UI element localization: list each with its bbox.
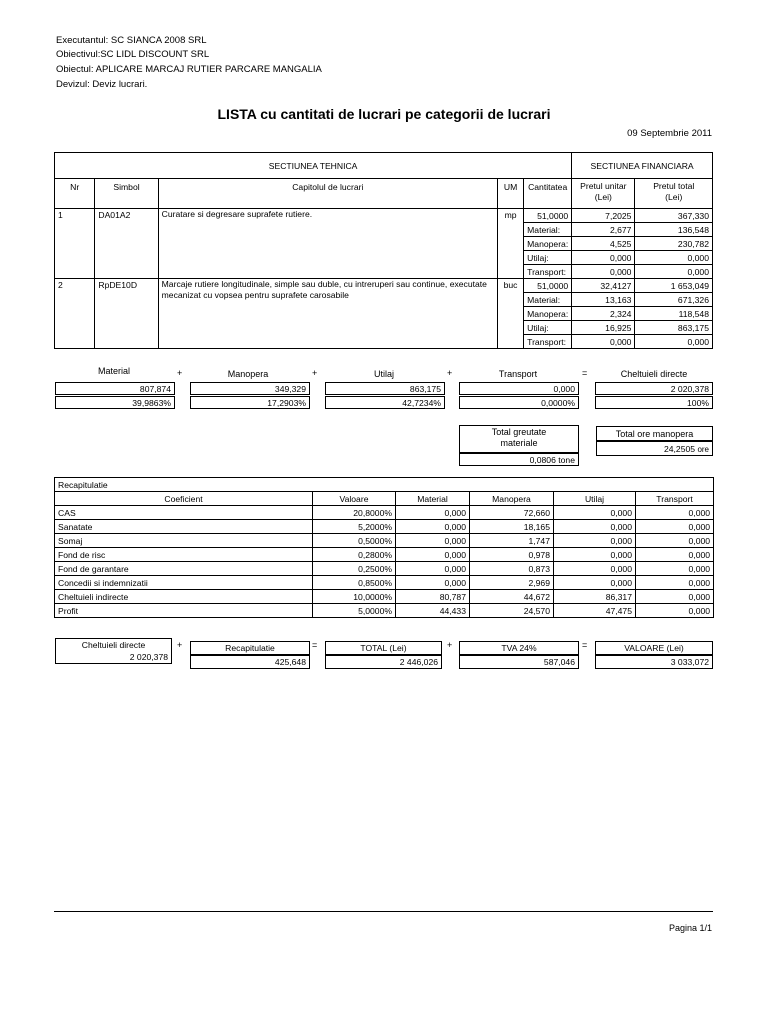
recap-header-utilaj: Utilaj [554,492,636,506]
summary-manopera-label: Manopera [227,369,269,379]
sub-pt: 230,782 [635,237,713,251]
table-row: Sanatate 5,2000% 0,000 18,165 0,000 0,000 [55,520,714,534]
ore-label: Total ore manopera [596,426,713,441]
table-row: Cheltuieli indirecte 10,0000% 80,787 44,672 86,317 0,000 [55,590,714,604]
equals-sign: = [582,368,588,378]
summary-material-label: Material [97,366,130,376]
summary-manopera-pct: 17,2903% [190,396,310,409]
sub-pt: 118,548 [635,307,713,321]
greutate-value: 0,0806 tone [459,453,579,466]
item-nr: 1 [55,209,95,279]
totals-cd-value: 2 020,378 [55,651,172,664]
sub-pu: 4,525 [572,237,635,251]
sub-pu: 16,925 [572,321,635,335]
sub-label: Material: [524,293,572,307]
col-simbol-header: Simbol [95,179,158,209]
sub-label: Utilaj: [524,321,572,335]
section-tech-header: SECTIUNEA TEHNICA [55,153,572,179]
item-pt: 1 653,049 [635,279,713,293]
item-simbol: RpDE10D [95,279,158,349]
summary-material-value: 807,874 [55,382,175,395]
col-um-header: UM [497,179,523,209]
table-row: Fond de risc 0,2800% 0,000 0,978 0,000 0,000 [55,548,714,562]
footer-divider [54,911,713,912]
sub-pu: 0,000 [572,251,635,265]
recap-header-manopera: Manopera [470,492,554,506]
sub-pu: 13,163 [572,293,635,307]
item-um: mp [497,209,523,279]
executant-line: Executantul: SC SIANCA 2008 SRL [56,35,207,46]
totals-recap-label: Recapitulatie [190,641,310,655]
sub-pt: 0,000 [635,251,713,265]
plus-sign: + [177,368,183,378]
works-table [54,152,713,349]
greutate-label: Total greutate materiale [459,425,579,453]
table-row: Concedii si indemnizatii 0,8500% 0,000 2,969 0,000 0,000 [55,576,714,590]
page-number: Pagina 1/1 [668,923,712,933]
obiect-line: Obiectul: APLICARE MARCAJ RUTIER PARCARE MANGALIA [56,64,322,75]
summary-transport-pct: 0,0000% [459,396,579,409]
item-description: Marcaje rutiere longitudinale, simple sau duble, cu intreruperi sau continue, executate mecanizat cu vopsea pentru suprafete carosabile [158,279,497,349]
summary-transport-label: Transport [498,369,538,379]
summary-utilaj-label: Utilaj [373,369,394,379]
sub-pt: 863,175 [635,321,713,335]
totals-total-value: 2 446,026 [325,655,442,669]
summary-cd-label: Cheltuieli directe [620,369,688,379]
totals-total-label: TOTAL (Lei) [325,641,442,655]
summary-utilaj-value: 863,175 [325,382,445,395]
item-pu: 7,2025 [572,209,635,223]
table-row: Profit 5,0000% 44,433 24,570 47,475 0,000 [55,604,714,618]
summary-cd-value: 2 020,378 [595,382,713,395]
sub-pu: 0,000 [572,265,635,279]
sub-label: Manopera: [524,307,572,321]
summary-transport-value: 0,000 [459,382,579,395]
recap-table [54,477,714,618]
table-row: Fond de garantare 0,2500% 0,000 0,873 0,000 0,000 [55,562,714,576]
table-row: CAS 20,8000% 0,000 72,660 0,000 0,000 [55,506,714,520]
item-pt: 367,330 [635,209,713,223]
item-cantitate: 51,0000 [524,209,572,223]
sub-label: Manopera: [524,237,572,251]
totals-valoare-value: 3 033,072 [595,655,713,669]
equals-sign: = [312,640,318,650]
table-row: Somaj 0,5000% 0,000 1,747 0,000 0,000 [55,534,714,548]
totals-valoare-label: VALOARE (Lei) [595,641,713,655]
sub-pt: 136,548 [635,223,713,237]
recap-header-transport: Transport [636,492,714,506]
sub-pt: 0,000 [635,335,713,349]
equals-sign: = [582,640,588,650]
recap-header-coeficient: Coeficient [55,492,313,506]
totals-recap-value: 425,648 [190,655,310,669]
col-cantitate-header: Cantitatea [524,179,572,209]
document-title: LISTA cu cantitati de lucrari pe categorii de lucrari [217,106,551,122]
col-pt-header: Pretul total (Lei) [635,179,713,209]
totals-tva-label: TVA 24% [459,641,579,655]
item-um: buc [497,279,523,349]
plus-sign: + [447,368,453,378]
totals-cd-label: Cheltuieli directe [55,638,172,651]
sub-pt: 0,000 [635,265,713,279]
sub-pu: 0,000 [572,335,635,349]
document-date: 09 Septembrie 2011 [627,128,712,139]
totals-tva-value: 587,046 [459,655,579,669]
col-pu-header: Pretul unitar (Lei) [572,179,635,209]
sub-pt: 671,326 [635,293,713,307]
item-simbol: DA01A2 [95,209,158,279]
summary-utilaj-pct: 42,7234% [325,396,445,409]
sub-label: Material: [524,223,572,237]
obiectiv-line: Obiectivul:SC LIDL DISCOUNT SRL [56,49,210,60]
item-cantitate: 51,0000 [524,279,572,293]
ore-value: 24,2505 ore [596,441,713,456]
recap-title: Recapitulatie [55,478,714,492]
sub-label: Transport: [524,335,572,349]
sub-label: Utilaj: [524,251,572,265]
summary-manopera-value: 349,329 [190,382,310,395]
table-row [55,209,713,223]
item-pu: 32,4127 [572,279,635,293]
item-nr: 2 [55,279,95,349]
table-row [55,279,713,293]
sub-label: Transport: [524,265,572,279]
recap-header-material: Material [396,492,470,506]
plus-sign: + [312,368,318,378]
item-description: Curatare si degresare suprafete rutiere. [158,209,497,279]
section-fin-header: SECTIUNEA FINANCIARA [572,153,713,179]
deviz-line: Devizul: Deviz lucrari. [56,79,148,90]
summary-material-pct: 39,9863% [55,396,175,409]
col-capitol-header: Capitolul de lucrari [158,179,497,209]
sub-pu: 2,677 [572,223,635,237]
recap-header-valoare: Valoare [313,492,396,506]
col-nr-header: Nr [55,179,95,209]
plus-sign: + [447,640,453,650]
summary-cd-pct: 100% [595,396,713,409]
sub-pu: 2,324 [572,307,635,321]
plus-sign: + [177,640,183,650]
